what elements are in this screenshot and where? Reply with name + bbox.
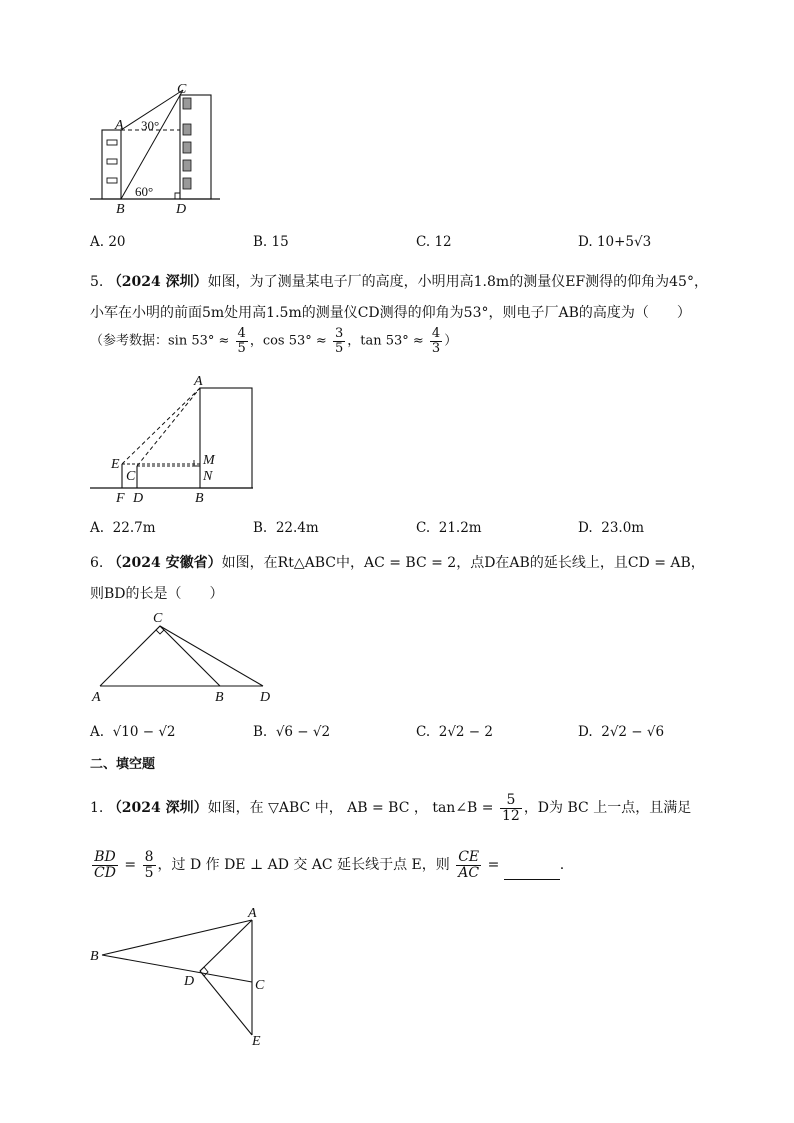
fig-q4-label-d: D — [176, 202, 187, 217]
q5-line1 — [90, 271, 708, 291]
q5-number: 5. — [90, 274, 104, 290]
f1-source: （2024 深圳） — [107, 800, 208, 817]
figure-f1 — [88, 905, 278, 1050]
q5-line2 — [90, 302, 691, 322]
fig-q5-label-d: D — [133, 491, 144, 506]
section-title-fill-in: 二、填空题 — [90, 757, 156, 772]
fig-q4-label-c: C — [177, 82, 187, 97]
figure-q4 — [88, 78, 238, 218]
fig-q4-angle-bottom: 60° — [135, 184, 154, 199]
fig-f1-label-b: B — [90, 949, 99, 964]
fig-q5-label-n: N — [203, 469, 213, 484]
f1-line2: $\frac{BD}{CD}$ = $\frac{8}{5}$ ，过 D 作 DE ⊥ AD 交 AC 延长线于点 E，则 $\frac{CE}{AC}$ = . — [94, 849, 565, 881]
q6-text-2: 则BD的长是（ ） — [90, 586, 224, 602]
fig-q6-label-a: A — [92, 690, 101, 705]
q6-number: 6. — [90, 555, 104, 571]
q6-line2 — [90, 583, 224, 603]
fig-q5-label-b: B — [195, 491, 204, 506]
q5-option-b[interactable]: B. 22.4m — [253, 520, 319, 536]
fig-f1-label-a: A — [248, 906, 257, 921]
q6-option-d[interactable]: D. 2√2 − √6 — [578, 724, 665, 740]
fig-q5-label-f: F — [116, 491, 125, 506]
figure-q5 — [88, 372, 263, 507]
f1-number: 1. — [90, 800, 104, 817]
fig-q5-label-c: C — [126, 469, 136, 484]
fig-q5-label-m: M — [203, 453, 215, 468]
q5-text-2: 小军在小明的前面5m处用高1.5m的测量仪CD测得的仰角为53°，则电子厂AB的高度为（ ） — [90, 305, 691, 321]
q5-text-1: 如图，为了测量某电子厂的高度，小明用高1.8m的测量仪EF测得的仰角为45°， — [207, 274, 708, 290]
q4-option-c[interactable]: C. 12 — [416, 234, 452, 250]
q5-option-d[interactable]: D. 23.0m — [578, 520, 645, 536]
q5-option-a[interactable]: A. 22.7m — [90, 520, 156, 536]
fig-q4-label-b: B — [116, 202, 125, 217]
fig-q5-label-a: A — [194, 374, 203, 389]
q5-option-c[interactable]: C. 21.2m — [416, 520, 482, 536]
q6-option-c[interactable]: C. 2√2 − 2 — [416, 724, 493, 740]
q6-source: （2024 安徽省） — [107, 555, 222, 571]
fig-f1-label-e: E — [252, 1034, 261, 1049]
q6-option-b[interactable]: B. √6 − √2 — [253, 724, 331, 740]
fig-q4-angle-top: 30° — [141, 118, 160, 133]
f1-line1: 1. （2024 深圳）如图，在 ▽ABC 中， AB = BC ， tan∠B = $\frac{5}{12}$ ，D为 BC 上一点，且满足 — [90, 792, 692, 824]
q5-source: （2024 深圳） — [107, 274, 208, 290]
q6-line1 — [90, 552, 705, 572]
fig-q4-label-a: A — [115, 118, 124, 133]
q4-option-d[interactable]: D. 10+5√3 — [578, 234, 652, 250]
figure-q6 — [88, 608, 288, 708]
q4-option-b[interactable]: B. 15 — [253, 234, 289, 250]
q5-reference: （参考数据：sin 53° ≈ $\frac{4}{5}$ ，cos 53° ≈ $\frac{3}{5}$ ，tan 53° ≈ $\frac{4}{3}$ ） — [90, 326, 458, 356]
fig-q6-label-d: D — [260, 690, 271, 705]
q6-option-a[interactable]: A. √10 − √2 — [90, 724, 176, 740]
f1-answer-blank[interactable] — [504, 865, 560, 880]
fig-q5-label-e: E — [111, 457, 120, 472]
q6-text-1: 如图，在Rt△ABC中，AC = BC = 2，点D在AB的延长线上，且CD = AB， — [221, 555, 705, 571]
fig-f1-label-d: D — [184, 974, 195, 989]
fig-q6-label-b: B — [215, 690, 224, 705]
q4-option-a[interactable]: A. 20 — [90, 234, 126, 250]
fig-q6-label-c: C — [153, 611, 163, 626]
fig-f1-label-c: C — [255, 978, 265, 993]
